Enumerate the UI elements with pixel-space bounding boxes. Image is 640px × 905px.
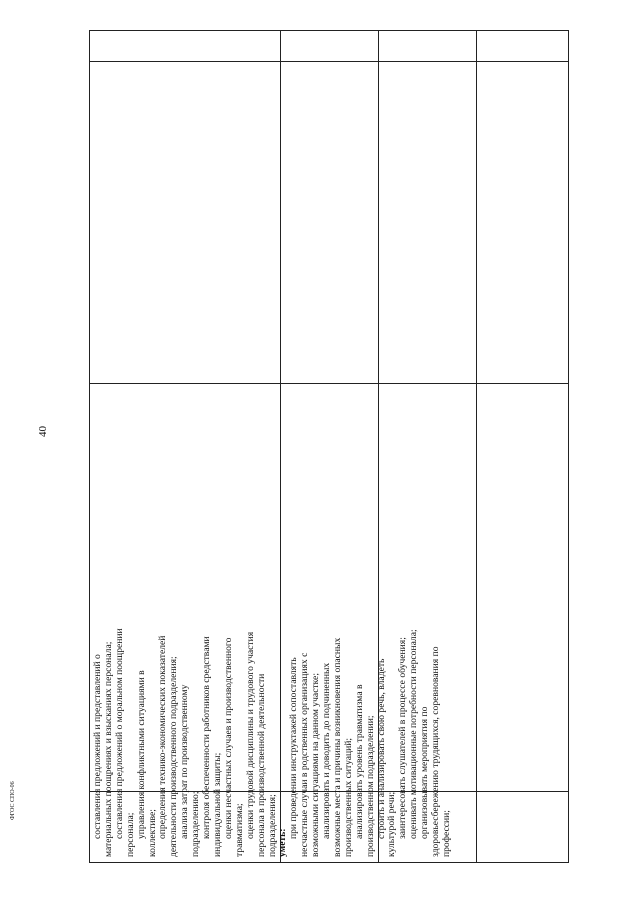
- competency-line: анализировать уровень травматизма в: [353, 684, 365, 839]
- competency-line: организовывать мероприятия по: [419, 706, 431, 839]
- competency-line: заинтересовать слушателей в процессе обучения;: [397, 637, 409, 839]
- competency-line: подразделению;: [190, 791, 202, 857]
- competency-line: индивидуальной защиты;: [211, 752, 223, 857]
- competency-line: контроля обеспеченности работников средствами: [201, 636, 213, 839]
- competency-line: культурой речи;: [386, 791, 398, 857]
- competency-line: анализа затрат по производственному: [179, 684, 191, 839]
- competency-line: управления конфликтными ситуациями в: [135, 670, 147, 839]
- competency-line: несчастные случаи в родственных организациях с: [299, 652, 311, 857]
- row-divider: [90, 383, 568, 384]
- competency-line: здоровьесбережению трудящихся, соревнования по: [430, 646, 442, 857]
- page-number: 40: [37, 426, 49, 437]
- competency-line: оценивать мотивационные потребности персонала;: [408, 629, 420, 839]
- competency-line: уметь:: [277, 828, 289, 857]
- competency-line: оценки трудовой дисциплины и трудового участия: [244, 631, 256, 839]
- competency-line: коллективе;: [146, 809, 158, 857]
- competency-line: подразделения;: [266, 794, 278, 857]
- competency-line: персонала в производственной деятельности: [255, 673, 267, 857]
- competency-line: анализировать и доводить до подчиненных: [321, 662, 333, 839]
- document-footer: ФГОС СПО-06: [10, 781, 16, 820]
- competency-line: составления предложений о моральном поощрении: [113, 628, 125, 839]
- competency-line: профессии;: [441, 810, 452, 857]
- competency-line: составления предложений и представлений о: [92, 654, 103, 839]
- competency-line: строить и анализировать свою речь, владеть: [375, 658, 387, 839]
- competency-table: [89, 30, 569, 863]
- competency-line: возможные места и причины возникновения опасных: [331, 637, 343, 857]
- competency-line: персонала;: [124, 812, 136, 857]
- competency-cell-text: [90, 504, 568, 861]
- competency-line: оценки несчастных случаев и производственного: [222, 637, 234, 839]
- competency-line: при проведении инструктажей сопоставлять: [288, 657, 300, 839]
- competency-line: производственных ситуаций;: [342, 737, 354, 857]
- row-divider: [90, 61, 568, 62]
- competency-line: материальных поощрениях и взысканиях персонала;: [102, 641, 114, 857]
- competency-line: травматизма;: [233, 803, 245, 857]
- competency-line: деятельности производственного подразделения;: [168, 656, 180, 857]
- competency-line: производственном подразделении;: [364, 715, 376, 857]
- competency-line: возможными ситуациями на данном участке;: [310, 673, 322, 857]
- competency-line: определения технико-экономических показателей: [157, 635, 169, 839]
